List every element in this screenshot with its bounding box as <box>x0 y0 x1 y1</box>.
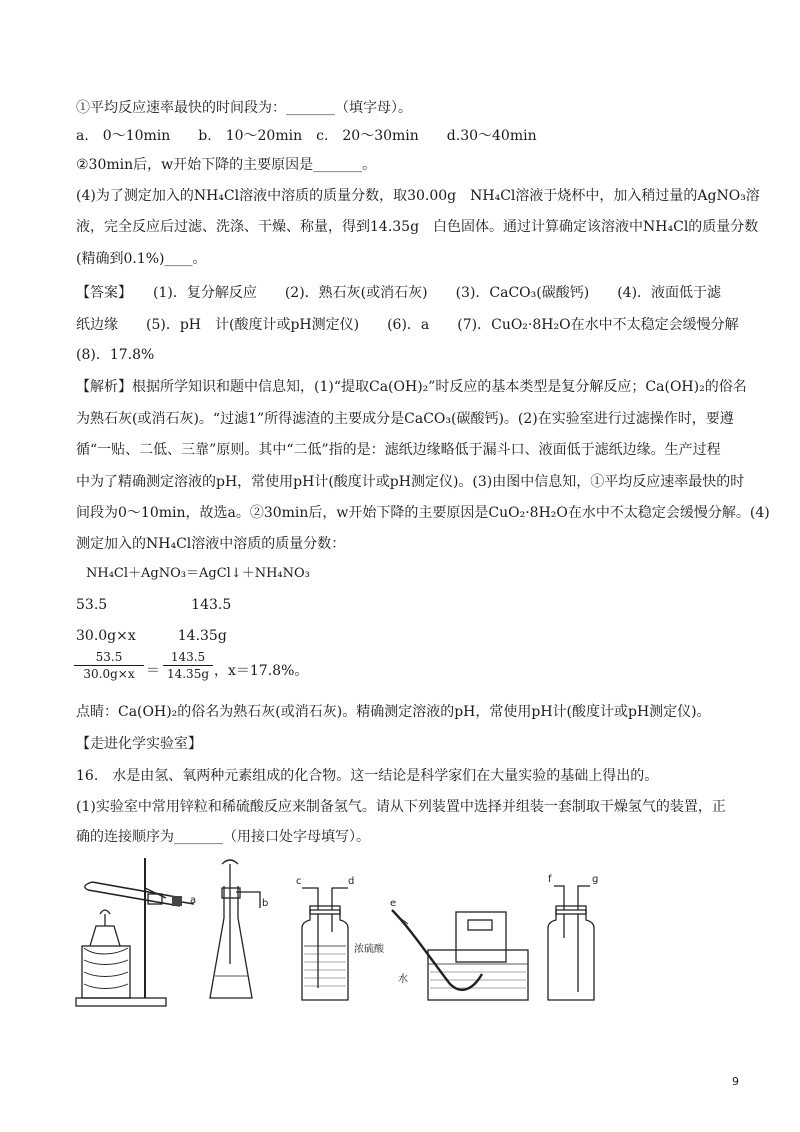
answer-line-1: 【答案】 (1)．复分解反应 (2)．熟石灰(或消石灰) (3)．CaCO₃(碳酸钙) (4)．液面低于滤 <box>76 285 722 301</box>
fraction-right-bar <box>163 665 213 666</box>
fraction-right-numerator: 143.5 <box>170 650 206 664</box>
answer-line-3: (8)．17.8% <box>76 347 155 363</box>
analysis-line-6: 测定加入的NH₄Cl溶液中溶质的质量分数： <box>76 536 346 552</box>
label-concentrated-sulfuric-acid: 浓硫酸 <box>354 944 384 955</box>
label-c: c <box>296 876 302 887</box>
water-collection-apparatus <box>392 910 528 1000</box>
section-heading: 【走进化学实验室】 <box>76 736 202 752</box>
question-2-text: ②30min后，w开始下降的主要原因是_______。 <box>76 157 377 173</box>
label-a: a <box>190 895 197 906</box>
gas-collection-bottle <box>548 886 594 1000</box>
fraction-equals: ＝ <box>146 663 160 679</box>
fraction-left-numerator: 53.5 <box>95 650 123 664</box>
apparatus-figure <box>70 848 610 1018</box>
analysis-line-4: 中为了精确测定溶液的pH，常使用pH计(酸度计或pH测定仪)。(3)由图中信息知，①平均反应速率最快的时 <box>76 474 745 490</box>
fraction-right <box>163 650 213 681</box>
label-water: 水 <box>398 974 408 985</box>
question-1-options: a. 0～10min b. 10～20min c. 20～30min d.30～40min <box>76 128 537 144</box>
question-4-line-1: (4)为了测定加入的NH₄Cl溶液中溶质的质量分数，取30.00g NH₄Cl溶液于烧杯中，加入稍过量的AgNO₃溶 <box>76 188 760 204</box>
drying-bottle <box>302 888 348 1000</box>
result-text: ，x＝17.8%。 <box>214 663 309 679</box>
analysis-line-5: 间段为0～10min，故选a。②30min后，w开始下降的主要原因是CuO₂·8H₂O在水中不太稳定会缓慢分解。(4) <box>76 505 770 521</box>
molar-mass-line: 53.5 143.5 <box>76 597 232 613</box>
question-16-text: 16. 水是由氢、氧两种元素组成的化合物。这一结论是科学家们在大量实验的基础上得出的。 <box>76 768 659 784</box>
question-16-1-line-2: 确的连接顺序为_______（用接口处字母填写）。 <box>76 829 370 845</box>
label-b: b <box>262 898 269 909</box>
answer-line-2: 纸边缘 (5)．pH 计(酸度计或pH测定仪) (6)．a (7)．CuO₂·8H₂O在水中不太稳定会缓慢分解 <box>76 317 739 333</box>
analysis-line-1: 【解析】根据所学知识和题中信息知，(1)“提取Ca(OH)₂”时反应的基本类型是复分解反应；Ca(OH)₂的俗名 <box>76 379 747 395</box>
label-f: f <box>548 874 552 885</box>
chemical-equation: NH₄Cl＋AgNO₃＝AgCl↓＋NH₄NO₃ <box>86 566 310 581</box>
label-e: e <box>390 898 397 909</box>
fraction-left-bar <box>74 665 144 666</box>
fraction-left-denominator: 30.0g×x <box>83 667 135 681</box>
heating-apparatus <box>76 858 197 1006</box>
page-number: 9 <box>732 1075 739 1088</box>
tip-line: 点睛：Ca(OH)₂的俗名为熟石灰(或消石灰)。精确测定溶液的pH，常使用pH计(酸度计或pH测定仪)。 <box>76 704 711 720</box>
question-4-line-3: (精确到0.1%)____。 <box>76 251 207 267</box>
analysis-line-3: 循“一贴、二低、三靠”原则。其中“二低”指的是：滤纸边缘略低于漏斗口、液面低于滤纸边缘。生产过程 <box>76 442 721 458</box>
label-g: g <box>592 874 599 885</box>
question-16-1-line-1: (1)实验室中常用锌粒和稀硫酸反应来制备氢气。请从下列装置中选择并组装一套制取干燥氢气的装置，正 <box>76 799 726 815</box>
question-4-line-2: 液，完全反应后过滤、洗涤、干燥、称量，得到14.35g 白色固体。通过计算确定该溶液中NH₄Cl的质量分数 <box>76 219 759 235</box>
flask-apparatus <box>210 860 260 998</box>
label-d: d <box>348 876 355 887</box>
fraction-left <box>74 650 144 681</box>
given-mass-line: 30.0g×x 14.35g <box>76 628 227 644</box>
fraction-right-denominator: 14.35g <box>166 667 210 681</box>
question-1-text: ①平均反应速率最快的时间段为：_______（填字母）。 <box>76 100 412 116</box>
analysis-line-2: 为熟石灰(或消石灰)。“过滤1”所得滤渣的主要成分是CaCO₃(碳酸钙)。(2)在实验室进行过滤操作时，要遵 <box>76 411 734 427</box>
